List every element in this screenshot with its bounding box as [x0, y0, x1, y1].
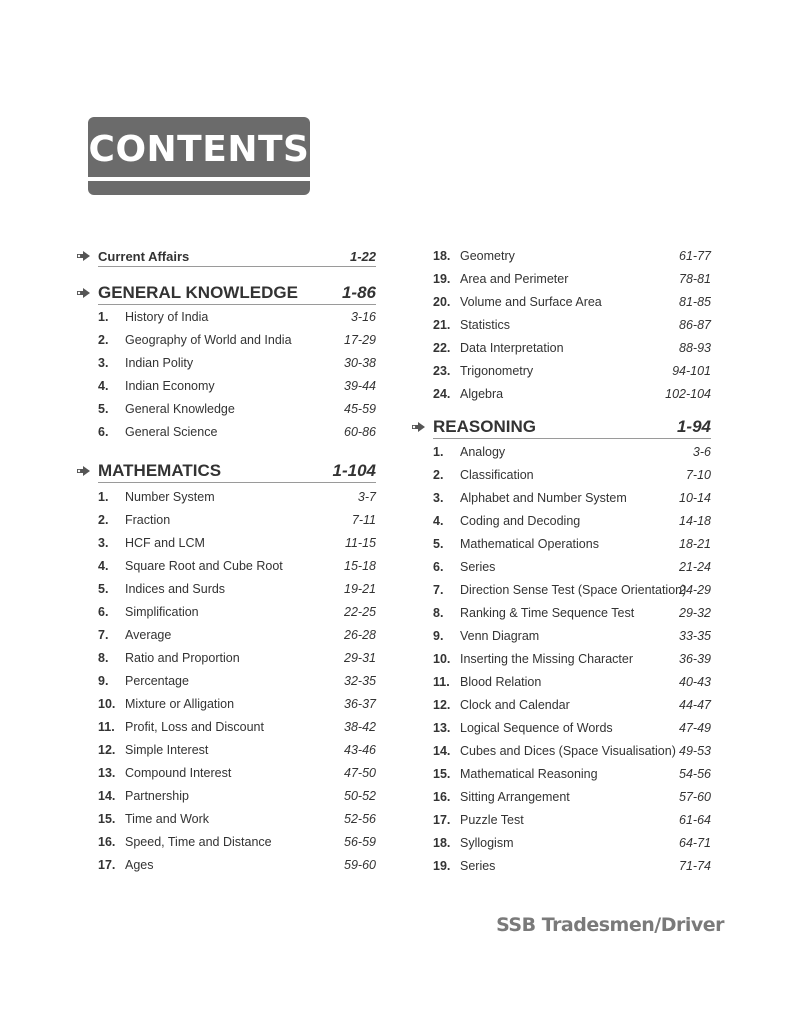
list-item	[98, 766, 376, 784]
item-name: Indices and Surds	[125, 582, 226, 596]
item-name: Partnership	[125, 789, 189, 803]
item-number: 23.	[433, 364, 451, 378]
list-item	[98, 402, 376, 420]
item-number: 7.	[98, 628, 109, 642]
item-number: 9.	[98, 674, 109, 688]
arrow-right-icon	[411, 421, 427, 433]
item-number: 20.	[433, 295, 451, 309]
list-item	[98, 513, 376, 531]
list-item	[98, 356, 376, 374]
item-number: 14.	[98, 789, 116, 803]
item-name: Coding and Decoding	[460, 514, 581, 528]
item-pages: 10-14	[679, 491, 711, 505]
item-pages: 71-74	[679, 859, 711, 873]
list-item	[98, 789, 376, 807]
list-item	[433, 318, 711, 336]
item-number: 12.	[98, 743, 116, 757]
item-name: Series	[460, 859, 496, 873]
section-title: REASONING	[433, 417, 536, 436]
item-name: Square Root and Cube Root	[125, 559, 283, 573]
item-name: History of India	[125, 310, 209, 324]
list-item	[98, 379, 376, 397]
list-item	[433, 836, 711, 854]
item-number: 7.	[433, 583, 444, 597]
list-item	[98, 835, 376, 853]
item-pages: 7-10	[685, 468, 711, 482]
item-number: 17.	[433, 813, 451, 827]
item-name: Data Interpretation	[460, 341, 564, 355]
item-pages: 50-52	[344, 789, 376, 803]
section-title: Current Affairs	[98, 249, 190, 264]
list-item	[98, 605, 376, 623]
list-item	[98, 628, 376, 646]
arrow-right-icon	[76, 465, 92, 477]
list-item	[433, 652, 711, 670]
item-name: Speed, Time and Distance	[125, 835, 272, 849]
item-number: 11.	[433, 675, 450, 689]
list-item	[433, 859, 711, 877]
item-number: 5.	[98, 582, 109, 596]
item-name: General Knowledge	[125, 402, 235, 416]
item-number: 6.	[98, 425, 109, 439]
item-name: Logical Sequence of Words	[460, 721, 613, 735]
list-item	[98, 674, 376, 692]
item-number: 16.	[433, 790, 451, 804]
list-item	[433, 698, 711, 716]
item-name: HCF and LCM	[125, 536, 205, 550]
item-number: 19.	[433, 272, 451, 286]
section-rule	[98, 266, 376, 267]
item-number: 10.	[98, 697, 116, 711]
item-number: 1.	[433, 445, 444, 459]
list-item	[433, 295, 711, 313]
item-pages: 39-44	[344, 379, 376, 393]
list-item	[98, 812, 376, 830]
item-number: 2.	[98, 333, 109, 347]
item-name: Inserting the Missing Character	[460, 652, 633, 666]
item-pages: 61-64	[679, 813, 711, 827]
item-pages: 78-81	[679, 272, 711, 286]
item-name: General Science	[125, 425, 218, 439]
item-pages: 32-35	[344, 674, 376, 688]
item-number: 6.	[433, 560, 444, 574]
list-item	[98, 858, 376, 876]
section-rule	[98, 482, 376, 483]
list-item	[98, 333, 376, 351]
item-pages: 57-60	[679, 790, 711, 804]
item-number: 8.	[433, 606, 444, 620]
list-item	[433, 744, 711, 762]
arrow-right-icon	[76, 250, 92, 262]
list-item	[433, 606, 711, 624]
section-title: MATHEMATICS	[98, 461, 222, 480]
item-name: Mathematical Reasoning	[460, 767, 598, 781]
list-item	[433, 514, 711, 532]
section-pages: 1-104	[332, 461, 376, 480]
list-item	[98, 425, 376, 443]
item-pages: 88-93	[679, 341, 711, 355]
item-number: 4.	[433, 514, 444, 528]
list-item	[98, 559, 376, 577]
item-number: 5.	[98, 402, 109, 416]
item-name: Fraction	[125, 513, 171, 527]
item-number: 4.	[98, 379, 109, 393]
item-pages: 59-60	[344, 858, 376, 872]
item-name: Indian Economy	[125, 379, 215, 393]
item-number: 24.	[433, 387, 451, 401]
item-name: Trigonometry	[460, 364, 534, 378]
item-number: 22.	[433, 341, 451, 355]
item-pages: 54-56	[679, 767, 711, 781]
item-number: 4.	[98, 559, 109, 573]
item-number: 19.	[433, 859, 451, 873]
list-item	[98, 697, 376, 715]
section-pages: 1-22	[349, 249, 376, 264]
item-name: Simple Interest	[125, 743, 209, 757]
list-item	[98, 743, 376, 761]
item-number: 13.	[98, 766, 116, 780]
item-pages: 61-77	[679, 249, 711, 263]
item-name: Geometry	[460, 249, 515, 263]
list-item	[433, 629, 711, 647]
item-number: 3.	[98, 536, 109, 550]
item-pages: 3-7	[357, 490, 376, 504]
section-rule	[98, 304, 376, 305]
item-pages: 29-31	[344, 651, 376, 665]
arrow-right-icon	[76, 287, 92, 299]
item-pages: 43-46	[344, 743, 376, 757]
list-item	[433, 387, 711, 405]
list-item	[433, 491, 711, 509]
section-pages: 1-94	[676, 417, 711, 436]
item-pages: 3-16	[350, 310, 376, 324]
list-item	[433, 364, 711, 382]
item-number: 2.	[433, 468, 444, 482]
item-number: 3.	[433, 491, 444, 505]
item-name: Mathematical Operations	[460, 537, 599, 551]
item-pages: 21-24	[679, 560, 711, 574]
list-item	[98, 582, 376, 600]
list-item	[433, 272, 711, 290]
item-pages: 19-21	[344, 582, 376, 596]
item-name: Direction Sense Test (Space Orientation)	[460, 583, 687, 597]
contents-banner	[88, 117, 310, 195]
item-number: 10.	[433, 652, 451, 666]
list-item	[433, 560, 711, 578]
item-name: Ratio and Proportion	[125, 651, 240, 665]
item-name: Cubes and Dices (Space Visualisation)	[460, 744, 676, 758]
list-item	[433, 537, 711, 555]
list-item	[433, 675, 711, 693]
section-title: GENERAL KNOWLEDGE	[98, 283, 298, 302]
list-item	[433, 249, 711, 267]
page-title: CONTENTS	[88, 129, 310, 170]
item-name: Alphabet and Number System	[460, 491, 627, 505]
list-item	[98, 536, 376, 554]
item-pages: 47-49	[679, 721, 711, 735]
item-name: Algebra	[460, 387, 504, 401]
item-name: Geography of World and India	[125, 333, 292, 347]
item-name: Volume and Surface Area	[460, 295, 602, 309]
item-name: Average	[125, 628, 172, 642]
item-number: 15.	[98, 812, 116, 826]
item-pages: 26-28	[344, 628, 376, 642]
item-number: 14.	[433, 744, 451, 758]
item-number: 15.	[433, 767, 451, 781]
item-number: 21.	[433, 318, 451, 332]
item-name: Mixture or Alligation	[125, 697, 235, 711]
item-pages: 14-18	[679, 514, 711, 528]
item-name: Series	[460, 560, 496, 574]
item-pages: 29-32	[679, 606, 711, 620]
item-name: Puzzle Test	[460, 813, 524, 827]
list-item	[98, 651, 376, 669]
item-number: 12.	[433, 698, 451, 712]
item-pages: 86-87	[679, 318, 711, 332]
item-name: Percentage	[125, 674, 189, 688]
item-name: Indian Polity	[125, 356, 194, 370]
item-pages: 36-39	[679, 652, 711, 666]
item-name: Clock and Calendar	[460, 698, 570, 712]
item-name: Blood Relation	[460, 675, 542, 689]
item-number: 8.	[98, 651, 109, 665]
item-pages: 45-59	[344, 402, 376, 416]
item-pages: 56-59	[344, 835, 376, 849]
item-pages: 36-37	[344, 697, 376, 711]
item-name: Simplification	[125, 605, 199, 619]
item-pages: 38-42	[344, 720, 376, 734]
item-name: Syllogism	[460, 836, 514, 850]
item-name: Sitting Arrangement	[460, 790, 570, 804]
item-name: Venn Diagram	[460, 629, 540, 643]
item-number: 11.	[98, 720, 115, 734]
item-pages: 22-25	[344, 605, 376, 619]
section-rule	[433, 438, 711, 439]
item-number: 2.	[98, 513, 109, 527]
list-item	[98, 720, 376, 738]
item-pages: 18-21	[679, 537, 711, 551]
item-name: Ranking & Time Sequence Test	[460, 606, 635, 620]
list-item	[433, 583, 711, 601]
item-name: Profit, Loss and Discount	[125, 720, 264, 734]
item-pages: 94-101	[672, 364, 711, 378]
item-pages: 7-11	[351, 513, 376, 527]
item-pages: 3-6	[692, 445, 711, 459]
list-item	[433, 813, 711, 831]
list-item	[433, 445, 711, 463]
item-number: 1.	[98, 490, 109, 504]
section-pages: 1-86	[341, 283, 376, 302]
item-name: Area and Perimeter	[460, 272, 569, 286]
item-name: Number System	[125, 490, 215, 504]
item-pages: 33-35	[679, 629, 711, 643]
item-name: Compound Interest	[125, 766, 232, 780]
item-number: 18.	[433, 249, 451, 263]
item-number: 3.	[98, 356, 109, 370]
item-name: Time and Work	[125, 812, 210, 826]
item-number: 17.	[98, 858, 116, 872]
item-number: 16.	[98, 835, 116, 849]
list-item	[433, 468, 711, 486]
item-number: 18.	[433, 836, 451, 850]
item-number: 9.	[433, 629, 444, 643]
item-number: 5.	[433, 537, 444, 551]
item-number: 6.	[98, 605, 109, 619]
item-pages: 52-56	[344, 812, 376, 826]
item-pages: 15-18	[344, 559, 376, 573]
item-number: 13.	[433, 721, 451, 735]
item-pages: 24-29	[679, 583, 711, 597]
item-name: Classification	[460, 468, 534, 482]
book-title-footer: SSB Tradesmen/Driver	[496, 914, 724, 936]
item-pages: 17-29	[344, 333, 376, 347]
list-item	[433, 767, 711, 785]
item-pages: 49-53	[679, 744, 711, 758]
list-item	[98, 490, 376, 508]
item-name: Ages	[125, 858, 154, 872]
item-pages: 60-86	[344, 425, 376, 439]
list-item	[98, 310, 376, 328]
item-pages: 47-50	[344, 766, 376, 780]
item-pages: 81-85	[679, 295, 711, 309]
item-pages: 44-47	[679, 698, 711, 712]
item-pages: 40-43	[679, 675, 711, 689]
list-item	[433, 341, 711, 359]
item-pages: 102-104	[665, 387, 711, 401]
item-pages: 11-15	[344, 536, 376, 550]
list-item	[433, 721, 711, 739]
item-number: 1.	[98, 310, 109, 324]
item-name: Statistics	[460, 318, 511, 332]
banner-stripe	[88, 177, 310, 181]
list-item	[433, 790, 711, 808]
item-pages: 30-38	[344, 356, 376, 370]
item-name: Analogy	[460, 445, 506, 459]
item-pages: 64-71	[679, 836, 711, 850]
